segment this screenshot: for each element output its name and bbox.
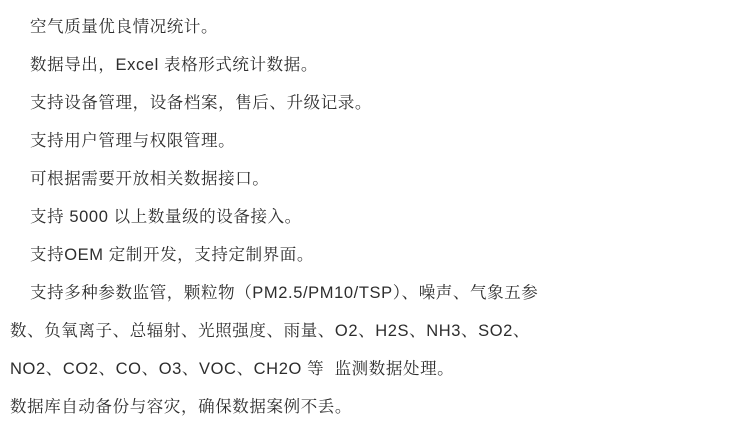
document-line: NO2、CO2、CO、O3、VOC、CH2O 等 监测数据处理。 xyxy=(10,360,455,378)
document-line: 支持多种参数监管，颗粒物（PM2.5/PM10/TSP）、噪声、气象五参 xyxy=(30,284,539,302)
document-line: 支持OEM 定制开发，支持定制界面。 xyxy=(30,246,314,264)
document-line: 数据库自动备份与容灾，确保数据案例不丢。 xyxy=(10,398,352,416)
document-line: 可根据需要开放相关数据接口。 xyxy=(30,170,270,188)
document-line: 数、负氧离子、总辐射、光照强度、雨量、O2、H2S、NH3、SO2、 xyxy=(10,322,531,340)
document-line: 支持 5000 以上数量级的设备接入。 xyxy=(30,208,302,226)
document-line: 数据导出，Excel 表格形式统计数据。 xyxy=(30,56,318,74)
document-line: 支持设备管理，设备档案，售后、升级记录。 xyxy=(30,94,372,112)
document-line: 支持用户管理与权限管理。 xyxy=(30,132,236,150)
document-line: 空气质量优良情况统计。 xyxy=(30,18,219,36)
